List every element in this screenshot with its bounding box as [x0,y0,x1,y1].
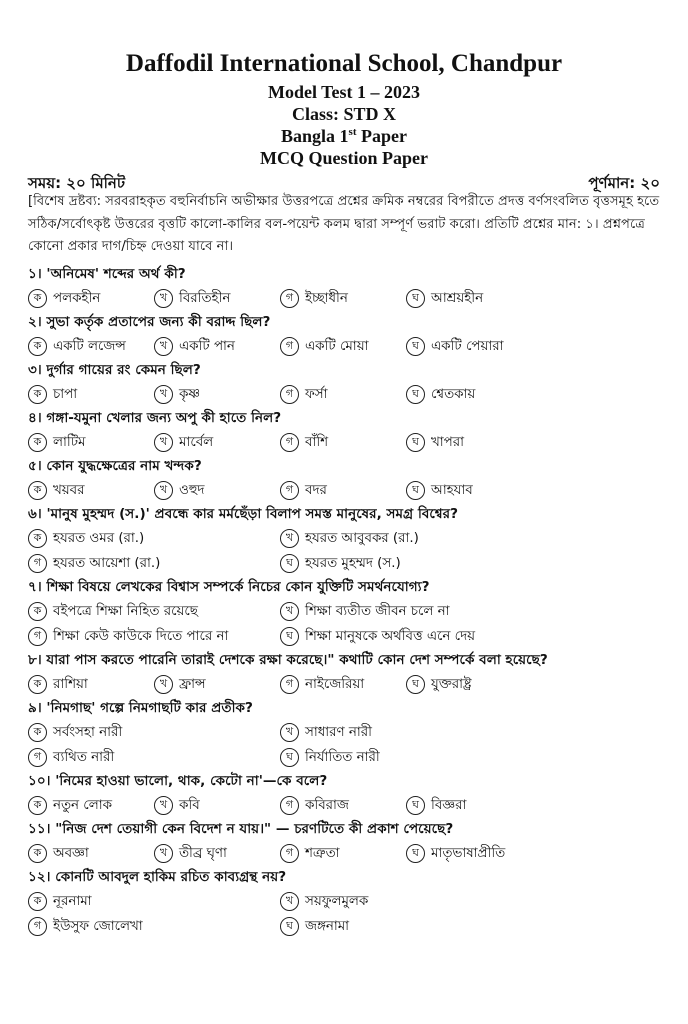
option-kha [154,841,227,866]
option-text: নতুন লোক [53,797,112,813]
option-text: হযরত মুহম্মদ (স.) [305,555,401,571]
option-ga [280,382,328,407]
option-letter-circle: ঘ [406,433,425,452]
question-stem: 'মানুষ মুহম্মদ (স.)' প্রবন্ধে কার মর্মছেঁড়া বিলাপ সমস্ত মানুষের, সমগ্র বিশ্বের? [46,506,459,522]
question-7 [28,576,662,649]
question-5 [28,455,662,503]
option-ka [28,382,77,407]
option-text: ফ্রান্স [179,676,206,692]
question-number: ৯। [28,700,42,716]
question-number: ৭। [28,579,42,595]
option-ga [280,841,340,866]
option-letter-circle: খ [154,433,173,452]
option-letter-circle: গ [28,748,47,767]
question-4 [28,407,662,455]
option-text: ইউসুফ জোলেখা [53,918,143,934]
question-stem: যারা পাস করতে পারেনি তারাই দেশকে রক্ষা করেছে।" কথাটি কোন দেশ সম্পর্কে বলা হয়েছে? [46,652,548,668]
question-text [28,263,662,286]
test-title: Model Test 1 – 2023 [267,82,420,102]
option-text: সয়ফুলমুলক [305,893,369,909]
options-row [28,624,662,649]
options-row [28,720,662,745]
option-ka [28,334,126,359]
question-text [28,649,662,672]
option-letter-circle: খ [154,675,173,694]
option-letter-circle: ঘ [280,627,299,646]
question-stem: সুভা কর্তৃক প্রতাপের জন্য কী বরাদ্দ ছিল? [46,314,271,330]
option-letter-circle: গ [28,917,47,936]
option-text: আশ্রয়হীন [431,290,484,306]
option-ga [280,478,327,503]
option-text: ব্যথিত নারী [53,749,115,765]
option-kha [280,889,368,914]
option-letter-circle: ঘ [280,917,299,936]
question-text [28,770,662,793]
question-text [28,576,662,599]
question-number: ৫। [28,458,42,474]
option-letter-circle: খ [280,723,299,742]
option-text: শিক্ষা মানুষকে অর্থবিত্ত এনে দেয় [305,628,476,644]
option-text: চাপা [53,386,78,402]
option-ga [280,334,368,359]
question-number: ১০। [28,773,51,789]
options-row [28,672,662,697]
option-kha [280,599,450,624]
question-text [28,407,662,430]
option-ka [28,720,122,745]
options-row [28,334,662,359]
option-text: তীব্র ঘৃণা [179,845,227,861]
option-letter-circle: গ [280,796,299,815]
option-ga [28,551,160,576]
option-gha [406,478,473,503]
question-1 [28,263,662,311]
option-text: যুক্তরাষ্ট্র [431,676,472,692]
option-ka [28,430,85,455]
option-gha [406,286,483,311]
options-row [28,745,662,770]
options-row [28,889,662,914]
option-ka [28,526,144,551]
question-text [28,503,662,526]
option-gha [406,793,466,818]
option-ga [280,793,349,818]
option-letter-circle: ক [28,385,47,404]
option-text: কৃষ্ণ [179,386,201,402]
option-text: খাপরা [431,434,465,450]
option-ga [28,914,143,939]
question-text [28,818,662,841]
options-row [28,430,662,455]
option-text: হযরত আয়েশা (রা.) [53,555,161,571]
option-text: ইচ্ছাধীন [305,290,348,306]
option-letter-circle: ক [28,723,47,742]
question-11 [28,818,662,866]
option-text: লাটিম [53,434,86,450]
option-letter-circle: গ [280,385,299,404]
option-letter-circle: ক [28,481,47,500]
option-kha [154,382,200,407]
option-kha [154,286,230,311]
option-letter-circle: খ [280,892,299,911]
option-text: একটি লজেন্স [53,338,126,354]
option-text: নূরনামা [53,893,92,909]
option-letter-circle: খ [280,602,299,621]
option-letter-circle: গ [280,844,299,863]
option-letter-circle: ঘ [406,385,425,404]
option-text: রাশিয়া [53,676,88,692]
option-letter-circle: গ [280,337,299,356]
option-gha [406,841,505,866]
option-text: মার্বেল [179,434,214,450]
question-stem: 'নিমের হাওয়া ভালো, থাক, কেটো না'—কে বলে? [55,773,328,789]
option-ga [280,286,348,311]
option-letter-circle: ঘ [280,748,299,767]
option-kha [280,720,372,745]
question-8 [28,649,662,697]
option-letter-circle: ঘ [406,675,425,694]
option-ga [28,624,228,649]
option-kha [154,478,204,503]
option-letter-circle: খ [154,289,173,308]
option-ka [28,793,112,818]
options-row [28,793,662,818]
class-line: Class: STD X [291,104,397,124]
question-stem: শিক্ষা বিষয়ে লেখকের বিশ্বাস সম্পর্কে নিচের কোন যুক্তিটি সমর্থনযোগ্য? [46,579,430,595]
option-gha [280,551,401,576]
option-letter-circle: ঘ [406,289,425,308]
option-text: মাতৃভাষাপ্রীতি [431,845,506,861]
question-stem: গঙ্গা-যমুনা খেলার জন্য অপু কী হাতে নিল? [46,410,282,426]
option-ka [28,478,85,503]
option-letter-circle: ক [28,337,47,356]
option-gha [406,430,464,455]
option-ka [28,599,198,624]
option-letter-circle: গ [280,675,299,694]
question-number: ১২। [28,869,51,885]
question-number: ২। [28,314,42,330]
option-text: শ্বেতকায় [431,386,476,402]
question-text [28,311,662,334]
question-stem: "নিজ দেশ তেয়াগী কেন বিদেশ ন যায়।" — চরণটিতে কী প্রকাশ পেয়েছে? [55,821,454,837]
option-letter-circle: ক [28,796,47,815]
question-number: ১। [28,266,42,282]
question-number: ৪। [28,410,42,426]
option-kha [280,526,419,551]
question-list [28,263,662,939]
option-letter-circle: ক [28,433,47,452]
option-letter-circle: খ [280,529,299,548]
option-letter-circle: ক [28,529,47,548]
option-ka [28,672,88,697]
option-text: একটি পান [179,338,235,354]
option-letter-circle: ঘ [280,554,299,573]
question-number: ১১। [28,821,51,837]
option-text: বাঁশি [305,434,329,450]
options-row [28,599,662,624]
question-number: ৮। [28,652,42,668]
question-text [28,359,662,382]
option-text: বদর [305,482,327,498]
option-text: বইপত্রে শিক্ষা নিহিত রয়েছে [53,603,198,619]
option-text: শত্রুতা [305,845,340,861]
option-text: শিক্ষা কেউ কাউকে দিতে পারে না [53,628,229,644]
question-2 [28,311,662,359]
option-letter-circle: খ [154,481,173,500]
option-text: জঙ্গনামা [305,918,350,934]
option-gha [406,672,472,697]
option-gha [280,624,475,649]
question-number: ৬। [28,506,42,522]
option-text: বিরতিহীন [179,290,231,306]
option-text: কবি [179,797,200,813]
options-row [28,526,662,551]
option-letter-circle: ঘ [406,796,425,815]
option-text: অবজ্ঞা [53,845,89,861]
option-kha [154,672,206,697]
school-name: Daffodil International School, Chandpur [125,50,563,77]
option-kha [154,793,200,818]
option-ka [28,286,100,311]
options-row [28,286,662,311]
options-row [28,478,662,503]
option-letter-circle: ক [28,289,47,308]
instructions: [বিশেষ দ্রষ্টব্য: সরবরাহকৃত বহুনির্বাচনি অভীক্ষার উত্তরপত্রে প্রশ্নের ক্রমিক নম্বরের বিপরীতে প্রদত্ত বর্ণসংবলিত বৃত্তসমূহ হতে সঠিক/সর্বোৎকৃষ্ট উত্তরের বৃত্তটি কালো-কালির বল-পয়েন্ট কলম দ্বারা সম্পূর্ণ ভরাট করো। প্রতিটি প্রশ্নের মান: ১। প্রশ্নপত্রে কোনো প্রকার দাগ/চিহ্ন দেওয়া যাবে না। [28,194,660,254]
option-text: ওহুদ [179,482,205,498]
option-text: সর্বংসহা নারী [53,724,123,740]
question-number: ৩। [28,362,42,378]
option-text: একটি পেয়ারা [431,338,504,354]
option-ga [280,430,328,455]
options-row [28,914,662,939]
option-letter-circle: খ [154,796,173,815]
option-letter-circle: ক [28,892,47,911]
question-12 [28,866,662,939]
question-text [28,697,662,720]
options-row [28,551,662,576]
option-text: পলকহীন [53,290,101,306]
option-kha [154,334,235,359]
option-kha [154,430,213,455]
question-stem: দুর্গার গায়ের রং কেমন ছিল? [46,362,201,378]
question-6 [28,503,662,576]
option-text: খয়বর [53,482,85,498]
option-letter-circle: ঘ [406,844,425,863]
option-ka [28,841,89,866]
option-text: আহযাব [431,482,473,498]
option-letter-circle: ক [28,602,47,621]
option-letter-circle: গ [280,433,299,452]
option-ka [28,889,92,914]
question-text [28,455,662,478]
question-10 [28,770,662,818]
question-stem: 'নিমগাছ' গল্পে নিমগাছটি কার প্রতীক? [46,700,253,716]
option-letter-circle: ঘ [406,481,425,500]
option-text: হযরত ওমর (রা.) [53,530,145,546]
option-letter-circle: খ [154,337,173,356]
subject-line: Bangla 1st Paper [281,126,407,146]
option-ga [28,745,114,770]
option-text: শিক্ষা ব্যতীত জীবন চলে না [305,603,450,619]
question-stem: 'অনিমেষ' শব্দের অর্থ কী? [46,266,186,282]
option-text: নির্যাতিত নারী [305,749,380,765]
options-row [28,382,662,407]
question-9 [28,697,662,770]
options-row [28,841,662,866]
option-gha [406,334,503,359]
option-ga [280,672,364,697]
option-text: কবিরাজ [305,797,349,813]
option-gha [280,745,380,770]
option-letter-circle: গ [280,481,299,500]
paper-type: MCQ Question Paper [260,148,428,168]
option-letter-circle: ক [28,844,47,863]
option-letter-circle: ঘ [406,337,425,356]
option-text: নাইজেরিয়া [305,676,365,692]
option-text: হযরত আবুবকর (রা.) [305,530,419,546]
option-text: সাধারণ নারী [305,724,372,740]
full-marks-label: পূর্ণমান: ২০ [588,174,660,192]
question-text [28,866,662,889]
option-letter-circle: গ [28,627,47,646]
option-gha [280,914,349,939]
time-label: সময়: ২০ মিনিট [28,174,126,192]
option-gha [406,382,475,407]
option-letter-circle: খ [154,385,173,404]
option-letter-circle: গ [280,289,299,308]
question-3 [28,359,662,407]
option-text: বিজ্ঞরা [431,797,467,813]
option-text: একটি মোয়া [305,338,369,354]
question-stem: কোনটি আবদুল হাকিম রচিত কাব্যগ্রন্থ নয়? [55,869,287,885]
question-stem: কোন যুদ্ধক্ষেত্রের নাম খন্দক? [46,458,202,474]
option-text: ফর্সা [305,386,328,402]
option-letter-circle: ক [28,675,47,694]
option-letter-circle: গ [28,554,47,573]
option-letter-circle: খ [154,844,173,863]
